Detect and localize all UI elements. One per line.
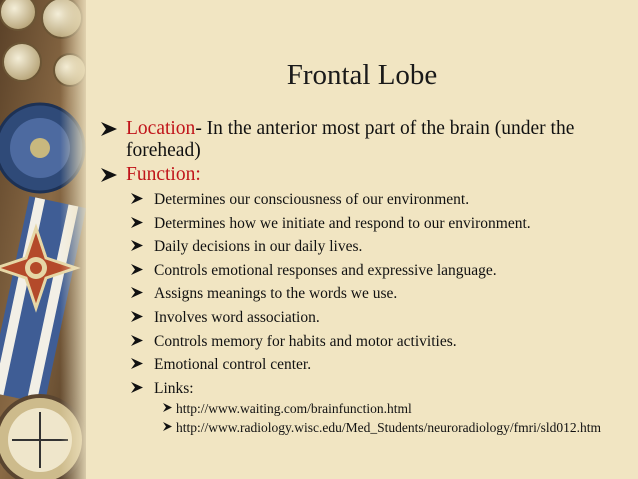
function-item [130, 282, 630, 306]
arrow-bullet-icon [100, 121, 118, 137]
slide-title: Frontal Lobe [286, 59, 438, 91]
arrow-bullet-icon [130, 192, 144, 205]
function-item-text: Controls emotional responses and expressive language. [154, 261, 497, 279]
bullet-location [100, 118, 630, 162]
function-item [130, 235, 630, 259]
arrow-bullet-icon [130, 310, 144, 323]
arrow-bullet-icon [130, 239, 144, 252]
links-label: Links: [154, 379, 194, 397]
function-item-text: Assigns meanings to the words we use. [154, 285, 398, 303]
function-item-text: Daily decisions in our daily lives. [154, 238, 363, 256]
function-item [130, 259, 630, 283]
location-label: Location [126, 118, 196, 139]
function-item-text: Determines our consciousness of our environment. [154, 191, 470, 208]
function-item [130, 353, 630, 377]
link-item[interactable] [162, 419, 630, 436]
arrow-bullet-icon [162, 402, 173, 413]
arrow-bullet-icon [130, 357, 144, 370]
decorative-medal-photo-strip [0, 0, 86, 479]
function-item [130, 188, 630, 212]
arrow-bullet-icon [100, 167, 118, 183]
function-item-links [130, 377, 630, 401]
arrow-bullet-icon [130, 286, 144, 299]
slide-content [100, 118, 630, 438]
arrow-bullet-icon [162, 421, 173, 432]
location-text: - In the anterior most part of the brain (under the forehead) [126, 118, 575, 161]
function-colon: : [195, 164, 201, 185]
arrow-bullet-icon [130, 263, 144, 276]
arrow-bullet-icon [130, 216, 144, 229]
link-item[interactable] [162, 400, 630, 417]
bullet-function [100, 164, 630, 186]
function-item-text: Involves word association. [154, 308, 320, 326]
function-item-text: Controls memory for habits and motor activities. [154, 332, 457, 350]
function-item-text: Determines how we initiate and respond to our environment. [154, 214, 531, 232]
function-item [130, 306, 630, 330]
link-url[interactable]: http://www.radiology.wisc.edu/Med_Students/neuroradiology/fmri/sld012.htm [176, 420, 601, 436]
function-item-text: Emotional control center. [154, 356, 312, 374]
arrow-bullet-icon [130, 334, 144, 347]
arrow-bullet-icon [130, 381, 144, 394]
function-label: Function [126, 164, 196, 185]
function-item [130, 212, 630, 236]
link-url[interactable]: http://www.waiting.com/brainfunction.html [176, 401, 412, 417]
function-item [130, 330, 630, 354]
